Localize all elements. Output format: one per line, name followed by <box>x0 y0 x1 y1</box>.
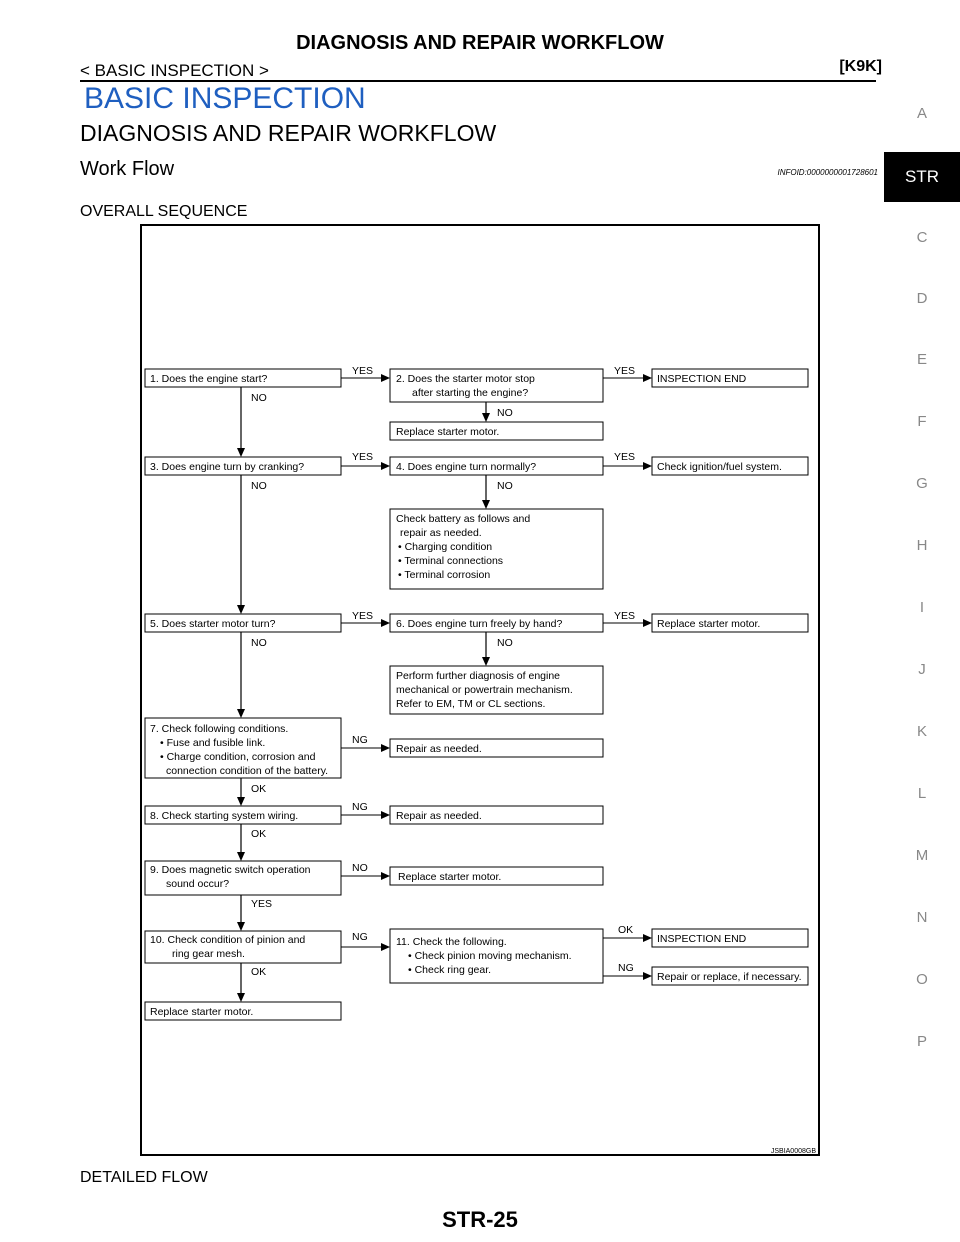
flow-box-text: • Charging condition <box>398 541 493 553</box>
section-tab-p[interactable]: P <box>916 1033 927 1050</box>
flow-branch-label: YES <box>614 451 636 463</box>
flow-box-text: • Check ring gear. <box>408 964 492 976</box>
flow-box-text: ring gear mesh. <box>172 948 245 960</box>
flow-branch-label: OK <box>251 828 267 840</box>
flow-branch-label: NO <box>497 637 513 649</box>
flow-box-text: 9. Does magnetic switch operation <box>150 864 311 876</box>
figure-id: JSBIA0008GB <box>770 1148 816 1155</box>
flow-branch-label: YES <box>352 610 374 622</box>
flow-box-text: Check ignition/fuel system. <box>657 461 782 473</box>
arrow-head <box>237 448 245 457</box>
section-tab-d[interactable]: D <box>916 290 928 307</box>
flow-box-text: Refer to EM, TM or CL sections. <box>396 698 546 710</box>
info-id: INFOID:0000000001728601 <box>777 168 878 177</box>
flow-box-text: • Check pinion moving mechanism. <box>408 950 572 962</box>
overall-sequence-label: OVERALL SEQUENCE <box>80 203 248 220</box>
flow-branch-label: NG <box>352 734 368 746</box>
flow-branch-label: NO <box>251 392 267 404</box>
arrow-head <box>643 374 652 382</box>
flow-branch-label: OK <box>251 966 267 978</box>
arrow-head <box>482 500 490 509</box>
flow-box-text: 7. Check following conditions. <box>150 723 289 735</box>
flow-box-text: mechanical or powertrain mechanism. <box>396 684 573 696</box>
flow-box-text: 5. Does starter motor turn? <box>150 618 276 630</box>
flow-branch-label: YES <box>251 898 273 910</box>
section-tab-str[interactable]: STR <box>884 152 960 202</box>
arrow-head <box>643 619 652 627</box>
flow-box-text: Repair or replace, if necessary. <box>657 971 802 983</box>
flow-box-text: Replace starter motor. <box>398 871 502 883</box>
flow-box-text: INSPECTION END <box>657 933 747 945</box>
flow-box-text: • Terminal corrosion <box>398 569 491 581</box>
arrow-head <box>482 413 490 422</box>
arrow-head <box>381 374 390 382</box>
flow-box-text: Check battery as follows and <box>396 513 531 525</box>
arrow-head <box>381 811 390 819</box>
flow-branch-label: OK <box>251 783 267 795</box>
flow-box-text: • Charge condition, corrosion and <box>160 751 316 763</box>
section-tab-m[interactable]: M <box>915 847 929 864</box>
flow-branch-label: NG <box>352 931 368 943</box>
flow-box-text: Repair as needed. <box>396 743 482 755</box>
arrow-head <box>381 619 390 627</box>
arrow-head <box>237 993 245 1002</box>
flow-box-text: 8. Check starting system wiring. <box>150 810 299 822</box>
page-number: STR-25 <box>442 1207 518 1232</box>
arrow-head <box>237 709 245 718</box>
arrow-head <box>381 943 390 951</box>
flow-branch-label: NO <box>352 862 368 874</box>
section-tab-e[interactable]: E <box>916 351 927 368</box>
arrow-head <box>237 797 245 806</box>
flow-box-text: 4. Does engine turn normally? <box>396 461 537 473</box>
flow-box-text: Perform further diagnosis of engine <box>396 670 561 682</box>
arrow-head <box>237 605 245 614</box>
section-tab-h[interactable]: H <box>916 537 928 554</box>
flow-branch-label: YES <box>352 365 374 377</box>
arrow-head <box>237 922 245 931</box>
flow-box-text: 1. Does the engine start? <box>150 373 268 385</box>
section-tab-a[interactable]: A <box>916 105 927 122</box>
section-tab-c[interactable]: C <box>916 229 928 246</box>
flow-branch-label: NG <box>352 801 368 813</box>
flow-branch-label: NO <box>497 480 513 492</box>
arrow-head <box>643 462 652 470</box>
arrow-head <box>643 972 652 980</box>
flow-box-text: Replace starter motor. <box>150 1006 254 1018</box>
flow-box-text: Replace starter motor. <box>657 618 761 630</box>
header-section: < BASIC INSPECTION > <box>80 61 269 80</box>
section-tab-j[interactable]: J <box>918 661 926 678</box>
flow-box-text: repair as needed. <box>400 527 482 539</box>
section-tab-l[interactable]: L <box>917 785 927 802</box>
flow-box-text: 10. Check condition of pinion and <box>150 934 306 946</box>
header-title: DIAGNOSIS AND REPAIR WORKFLOW <box>296 32 664 54</box>
arrow-head <box>381 462 390 470</box>
flow-box-text: Repair as needed. <box>396 810 482 822</box>
section-tab-o[interactable]: O <box>916 971 928 988</box>
arrow-head <box>237 852 245 861</box>
flow-box-text: 6. Does engine turn freely by hand? <box>396 618 563 630</box>
flow-branch-label: NO <box>251 637 267 649</box>
flow-box-text: 11. Check the following. <box>396 936 507 948</box>
flow-branch-label: YES <box>614 365 636 377</box>
flow-box-text: Replace starter motor. <box>396 426 500 438</box>
subsection-heading: DIAGNOSIS AND REPAIR WORKFLOW <box>80 120 497 146</box>
flow-box-text: 2. Does the starter motor stop <box>396 373 535 385</box>
flow-branch-label: NO <box>251 480 267 492</box>
flow-box-text: sound occur? <box>166 878 230 890</box>
section-tab-g[interactable]: G <box>916 475 928 492</box>
arrow-head <box>482 657 490 666</box>
flow-box-text: • Terminal connections <box>398 555 504 567</box>
arrow-head <box>381 872 390 880</box>
section-heading: BASIC INSPECTION <box>84 82 366 115</box>
flow-box-text: 3. Does engine turn by cranking? <box>150 461 305 473</box>
section-tab-n[interactable]: N <box>916 909 928 926</box>
header-code: [K9K] <box>839 58 882 75</box>
flow-box-text: after starting the engine? <box>412 387 529 399</box>
section-tab-k[interactable]: K <box>916 723 927 740</box>
flowchart <box>140 224 820 1156</box>
section-tabs <box>884 0 960 1242</box>
section-tab-i[interactable]: I <box>919 599 925 616</box>
section-tab-f[interactable]: F <box>917 413 927 430</box>
detailed-flow-label: DETAILED FLOW <box>80 1169 208 1186</box>
flow-branch-label: YES <box>614 610 636 622</box>
arrow-head <box>643 934 652 942</box>
topic-heading: Work Flow <box>80 158 175 180</box>
flow-branch-label: NO <box>497 407 513 419</box>
flow-branch-label: YES <box>352 451 374 463</box>
arrow-head <box>381 744 390 752</box>
flow-box-text: connection condition of the battery. <box>166 765 329 777</box>
flow-box-text: INSPECTION END <box>657 373 747 385</box>
flow-branch-label: NG <box>618 962 634 974</box>
flow-box-text: • Fuse and fusible link. <box>160 737 266 749</box>
flow-branch-label: OK <box>618 924 634 936</box>
